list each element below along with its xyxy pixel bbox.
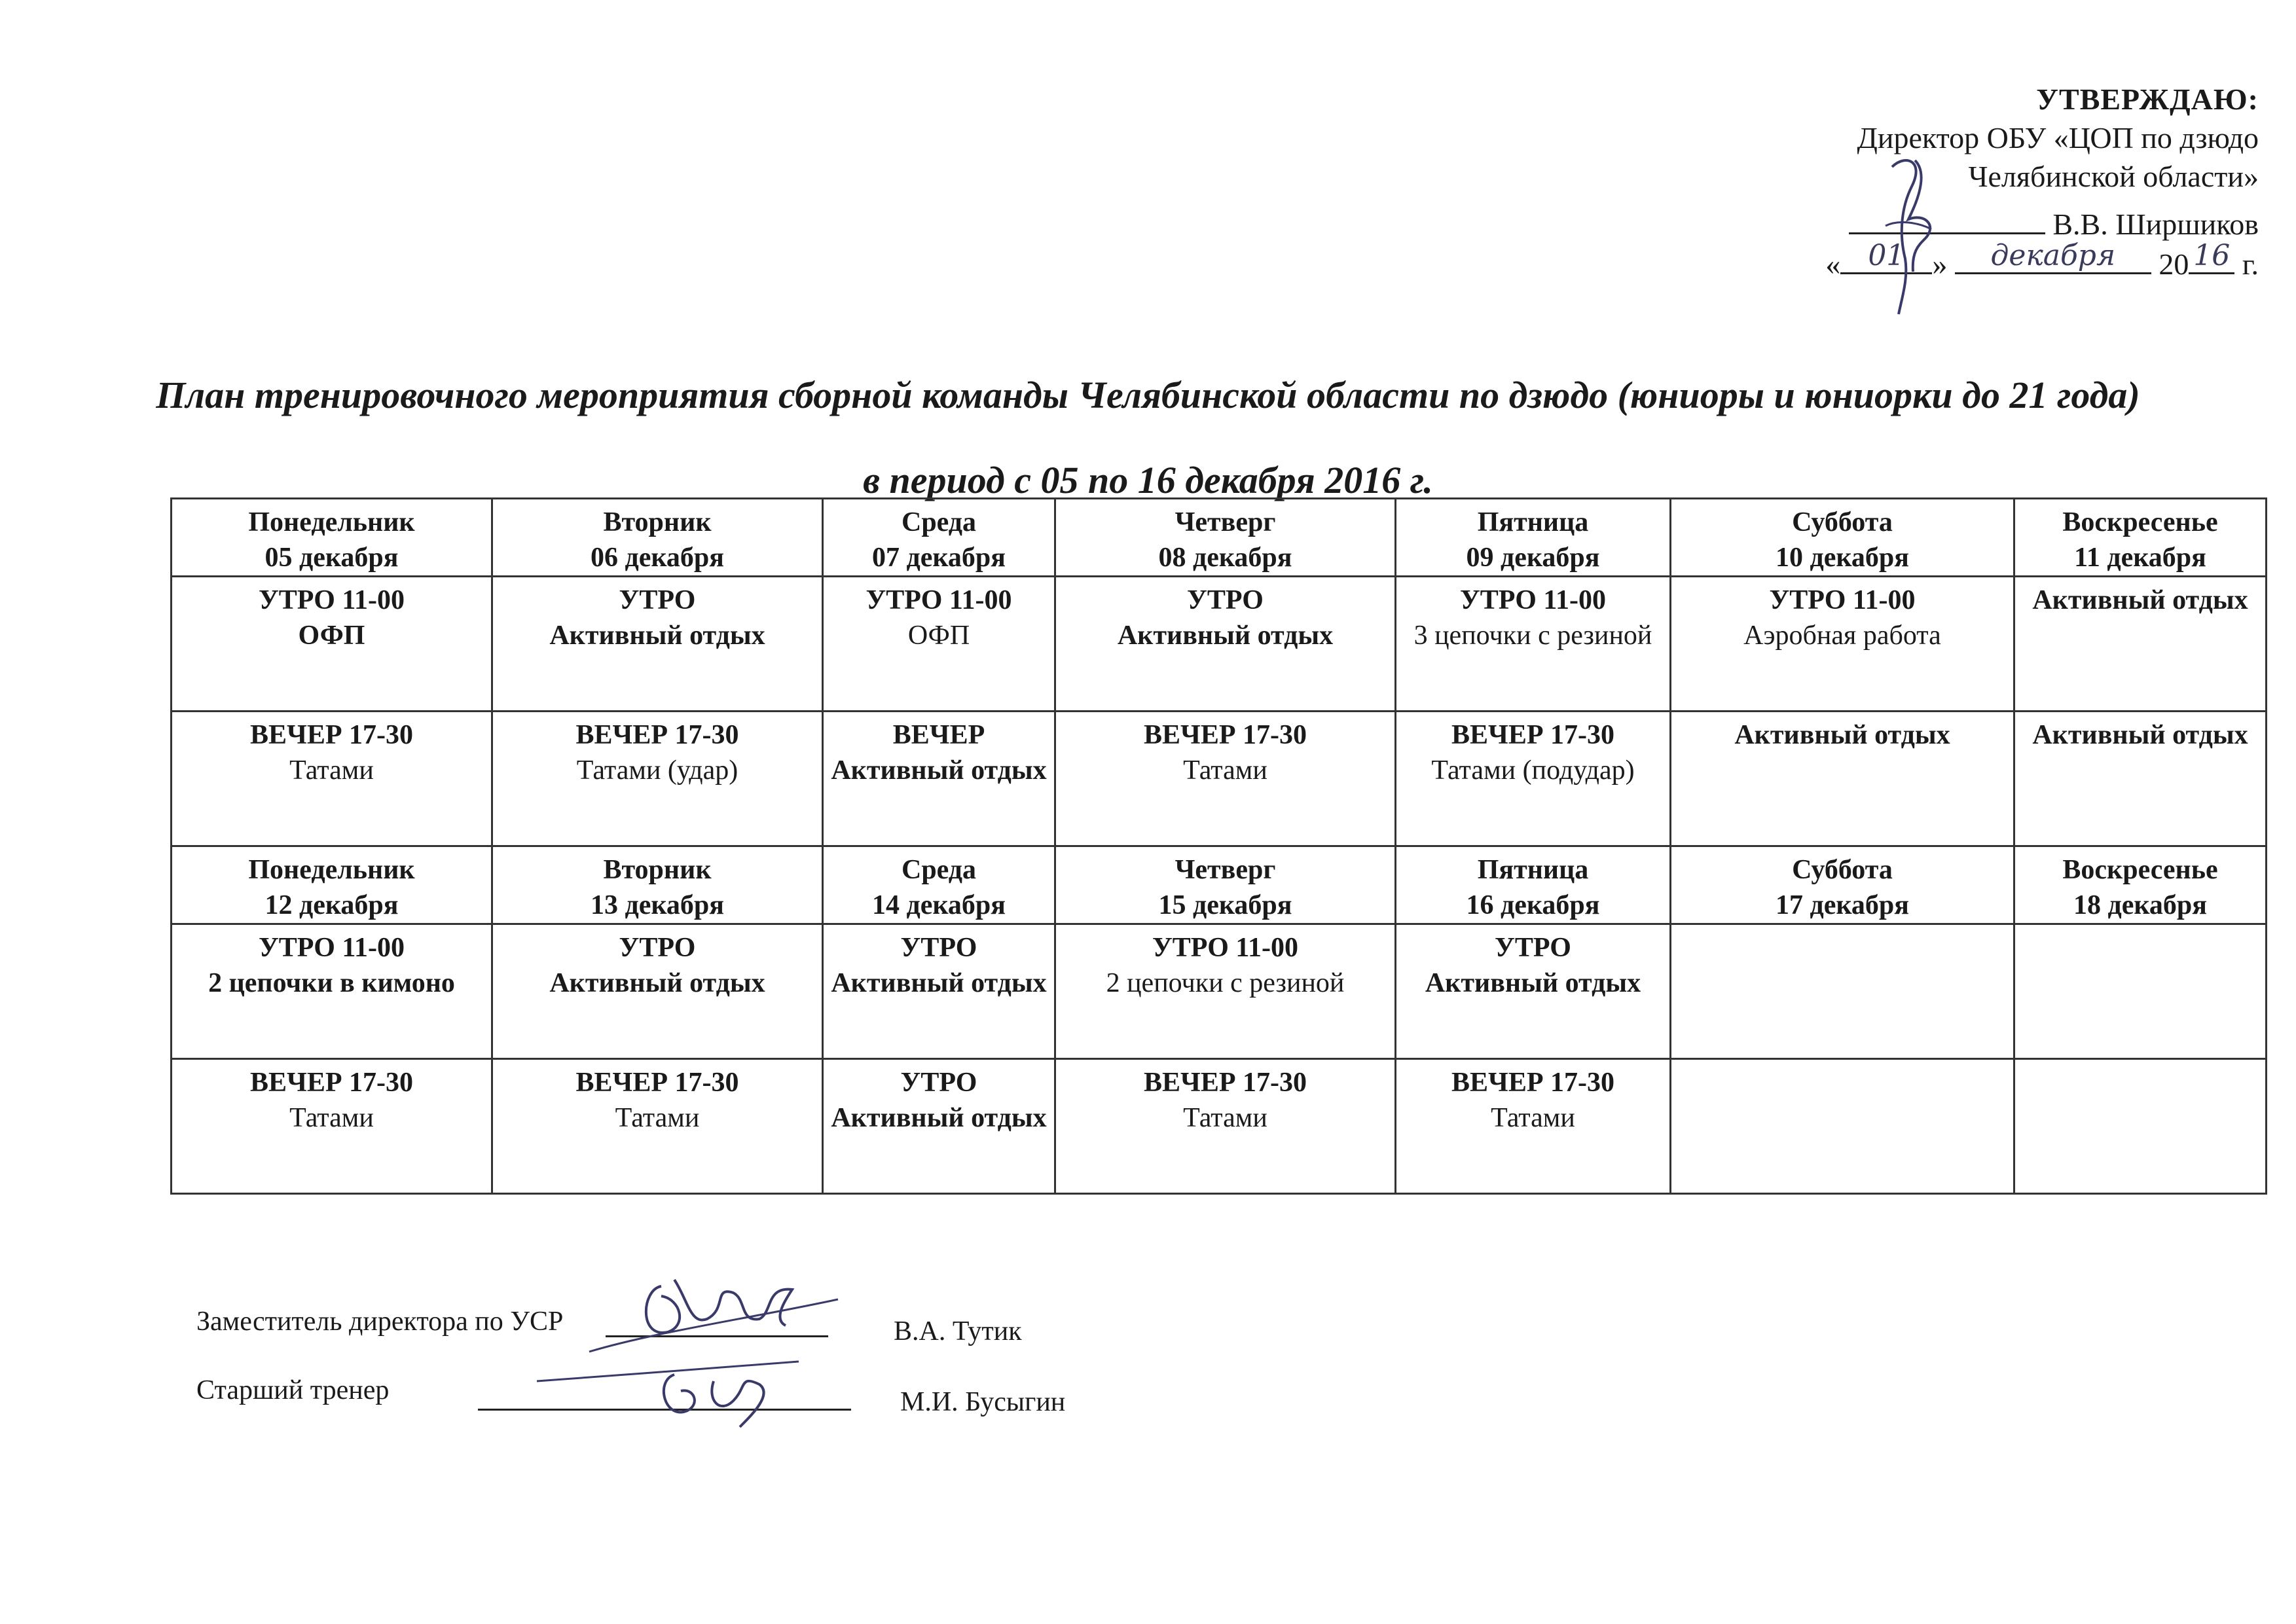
page-subtitle: в период с 05 по 16 декабря 2016 г. <box>863 459 1433 501</box>
day-date: 09 декабря <box>1466 543 1600 573</box>
session-activity: Активный отдых <box>1425 968 1641 998</box>
day-header-cell <box>823 846 1055 924</box>
director-signature-icon <box>1866 147 1958 317</box>
approval-date-line <box>1669 239 2259 283</box>
day-header-cell <box>492 499 823 577</box>
session-label: УТРО <box>900 933 977 963</box>
session-cell <box>1055 712 1396 846</box>
day-header-cell <box>1055 499 1396 577</box>
session-cell <box>1396 577 1671 712</box>
day-header-cell <box>1671 846 2014 924</box>
day-name: Суббота <box>1792 507 1893 537</box>
day-header-cell <box>1055 846 1396 924</box>
session-activity: ОФП <box>907 621 970 651</box>
evening-session-row <box>172 1059 2267 1194</box>
day-date: 15 декабря <box>1158 890 1292 920</box>
session-cell <box>1671 712 2014 846</box>
day-date: 07 декабря <box>871 543 1006 573</box>
schedule-table <box>170 497 2267 1195</box>
page-title: План тренировочного мероприятия сборной команды Челябинской области по дзюдо (юниоры и юниорки до 21 года) <box>156 374 2140 416</box>
session-label: УТРО <box>900 1068 977 1098</box>
schedule-body <box>172 499 2267 1194</box>
session-activity: 2 цепочки в кимоно <box>208 968 455 998</box>
session-cell <box>823 577 1055 712</box>
session-cell <box>823 924 1055 1059</box>
day-name: Понедельник <box>248 507 415 537</box>
session-cell <box>1671 1059 2014 1194</box>
day-name: Четверг <box>1175 507 1276 537</box>
session-activity: Татами <box>615 1103 700 1133</box>
day-header-cell <box>172 846 492 924</box>
session-cell <box>172 712 492 846</box>
morning-session-row <box>172 924 2267 1059</box>
session-label: ВЕЧЕР 17-30 <box>249 1068 413 1098</box>
day-date: 11 декабря <box>2074 543 2206 573</box>
date-open-quote: « <box>1825 247 1841 281</box>
session-cell <box>2014 924 2267 1059</box>
session-label: УТРО <box>1187 585 1264 615</box>
session-cell <box>1671 577 2014 712</box>
session-cell <box>823 1059 1055 1194</box>
session-cell <box>492 924 823 1059</box>
date-month-handwritten: декабря <box>1990 239 2116 272</box>
session-label: ВЕЧЕР 17-30 <box>575 1068 739 1098</box>
session-activity: 3 цепочки с резиной <box>1413 621 1652 651</box>
session-cell <box>492 1059 823 1194</box>
day-date: 18 декабря <box>2073 890 2208 920</box>
day-name: Воскресенье <box>2062 507 2218 537</box>
day-date: 10 декабря <box>1775 543 1910 573</box>
day-header-cell <box>2014 846 2267 924</box>
session-activity: Активный отдых <box>2032 720 2248 750</box>
day-header-cell <box>172 499 492 577</box>
session-label: УТРО <box>1495 933 1571 963</box>
session-cell <box>2014 577 2267 712</box>
day-name: Суббота <box>1792 855 1893 885</box>
session-label: УТРО 11-00 <box>1459 585 1607 615</box>
day-header-cell <box>492 846 823 924</box>
session-activity: Активный отдых <box>831 968 1047 998</box>
session-cell <box>823 712 1055 846</box>
day-name: Пятница <box>1477 507 1589 537</box>
evening-session-row <box>172 712 2267 846</box>
session-activity: Активный отдых <box>1117 621 1334 651</box>
session-cell <box>1055 924 1396 1059</box>
session-label: УТРО 11-00 <box>258 585 405 615</box>
deputy-name: В.А. Тутик <box>894 1316 1022 1346</box>
session-activity: Активный отдых <box>549 621 765 651</box>
date-year-prefix: 20 <box>2159 247 2189 281</box>
session-activity: Активный отдых <box>831 755 1047 785</box>
trainer-signature-icon <box>524 1348 825 1434</box>
session-cell <box>1396 712 1671 846</box>
session-label: УТРО <box>619 585 696 615</box>
date-month-field <box>1955 239 2151 274</box>
session-activity: Татами <box>289 1103 374 1133</box>
day-date: 17 декабря <box>1775 890 1910 920</box>
approval-header: УТВЕРЖДАЮ: <box>2036 82 2259 116</box>
session-label: УТРО 11-00 <box>1769 585 1916 615</box>
day-header-row <box>172 846 2267 924</box>
approval-line-1: Директор ОБУ «ЦОП по дзюдо <box>1857 121 2259 154</box>
day-name: Среда <box>901 855 977 885</box>
session-cell <box>492 712 823 846</box>
day-date: 13 декабря <box>590 890 725 920</box>
session-label: ВЕЧЕР 17-30 <box>1451 720 1614 750</box>
day-date: 05 декабря <box>264 543 399 573</box>
day-name: Понедельник <box>248 855 415 885</box>
date-close-quote: » <box>1932 247 1948 281</box>
session-activity: Активный отдых <box>1734 720 1950 750</box>
morning-session-row <box>172 577 2267 712</box>
session-label: ВЕЧЕР 17-30 <box>1451 1068 1614 1098</box>
date-year-field <box>2189 239 2234 274</box>
trainer-role: Старший тренер <box>196 1375 390 1405</box>
day-date: 12 декабря <box>264 890 399 920</box>
session-activity: Татами (удар) <box>576 755 738 785</box>
session-cell <box>492 577 823 712</box>
day-header-row <box>172 499 2267 577</box>
session-cell <box>172 577 492 712</box>
session-cell <box>1396 1059 1671 1194</box>
session-cell <box>2014 1059 2267 1194</box>
session-label: ВЕЧЕР <box>892 720 985 750</box>
session-cell <box>1055 1059 1396 1194</box>
day-header-cell <box>1396 846 1671 924</box>
trainer-name: М.И. Бусыгин <box>900 1387 1066 1417</box>
session-activity: Татами <box>1491 1103 1575 1133</box>
approval-line-2: Челябинской области» <box>1968 160 2259 193</box>
date-year-handwritten: 16 <box>2193 239 2231 272</box>
day-header-cell <box>1671 499 2014 577</box>
session-activity: Аэробная работа <box>1743 621 1941 651</box>
session-cell <box>1671 924 2014 1059</box>
session-label: УТРО 11-00 <box>1152 933 1299 963</box>
approval-signer: В.В. Ширшиков <box>2052 208 2259 241</box>
session-cell <box>172 1059 492 1194</box>
session-activity: Активный отдых <box>2032 585 2248 615</box>
session-activity: ОФП <box>298 621 365 651</box>
session-label: ВЕЧЕР 17-30 <box>1143 1068 1307 1098</box>
day-date: 16 декабря <box>1466 890 1600 920</box>
day-header-cell <box>823 499 1055 577</box>
deputy-role: Заместитель директора по УСР <box>196 1307 564 1337</box>
session-activity: 2 цепочки с резиной <box>1106 968 1345 998</box>
session-cell <box>2014 712 2267 846</box>
date-end: г. <box>2242 247 2259 281</box>
day-date: 08 декабря <box>1158 543 1292 573</box>
day-header-cell <box>2014 499 2267 577</box>
day-name: Пятница <box>1477 855 1589 885</box>
session-cell <box>1396 924 1671 1059</box>
session-label: УТРО <box>619 933 696 963</box>
date-day-handwritten: 01 <box>1868 239 1905 272</box>
session-activity: Активный отдых <box>831 1103 1047 1133</box>
session-label: ВЕЧЕР 17-30 <box>249 720 413 750</box>
session-label: УТРО 11-00 <box>866 585 1012 615</box>
session-cell <box>172 924 492 1059</box>
session-activity: Татами <box>1183 755 1267 785</box>
session-activity: Активный отдых <box>549 968 765 998</box>
session-activity: Татами <box>1183 1103 1267 1133</box>
session-cell <box>1055 577 1396 712</box>
day-name: Вторник <box>603 855 712 885</box>
session-activity: Татами (подудар) <box>1431 755 1635 785</box>
day-name: Среда <box>901 507 977 537</box>
day-name: Воскресенье <box>2062 855 2218 885</box>
session-activity: Татами <box>289 755 374 785</box>
approval-block <box>1669 80 2259 283</box>
day-header-cell <box>1396 499 1671 577</box>
day-name: Четверг <box>1175 855 1276 885</box>
day-name: Вторник <box>603 507 712 537</box>
deputy-signature-icon <box>576 1260 851 1358</box>
session-label: УТРО 11-00 <box>258 933 405 963</box>
session-label: ВЕЧЕР 17-30 <box>1143 720 1307 750</box>
session-label: ВЕЧЕР 17-30 <box>575 720 739 750</box>
day-date: 14 декабря <box>871 890 1006 920</box>
day-date: 06 декабря <box>590 543 725 573</box>
